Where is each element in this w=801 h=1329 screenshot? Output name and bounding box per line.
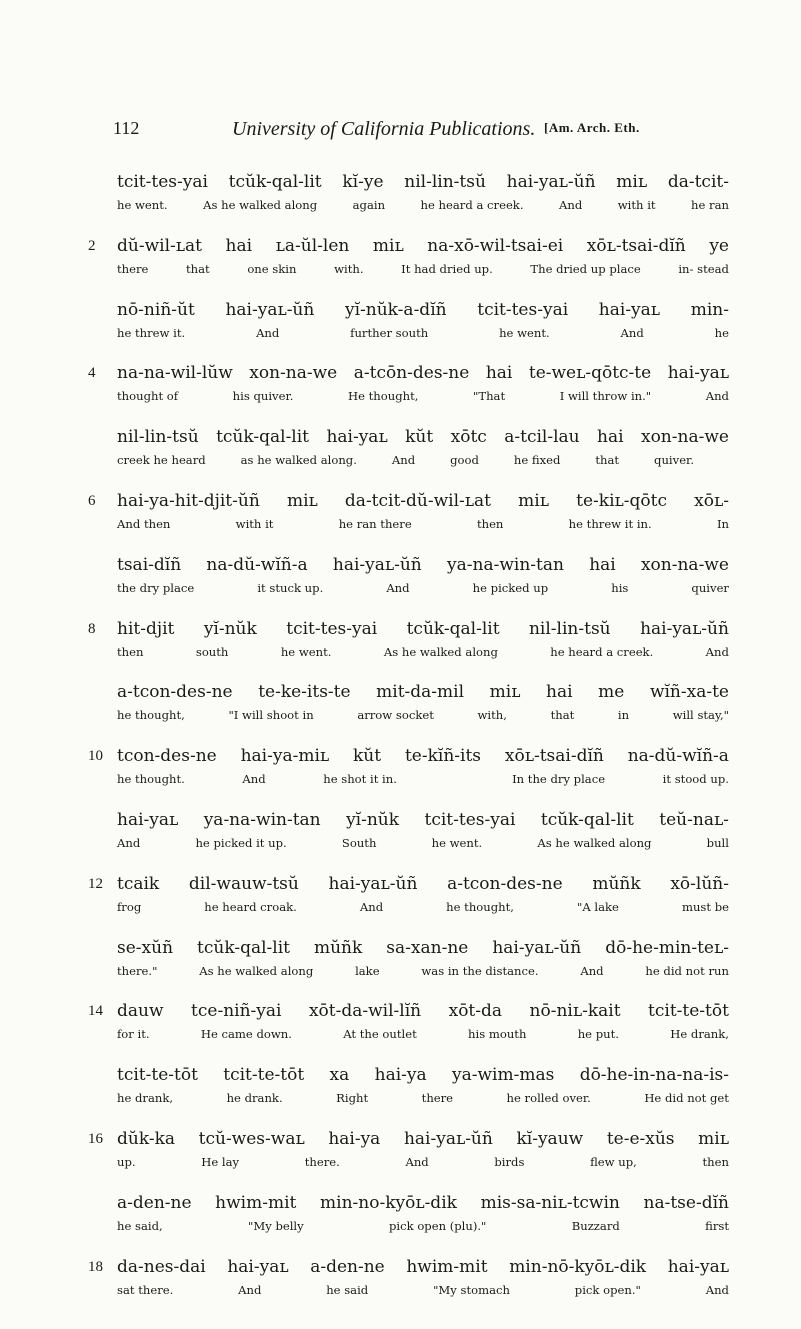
native-word: dŭk-ka (117, 1129, 176, 1149)
gloss-word: He drank, (670, 1027, 729, 1042)
page-number: 112 (113, 118, 140, 138)
native-text-row (117, 810, 729, 830)
gloss-word: he went. (499, 325, 550, 340)
gloss-word: he drank. (226, 1091, 283, 1106)
gloss-word: It had dried up. (401, 261, 493, 276)
gloss-word: with it (235, 517, 274, 531)
native-word: mŭñk (592, 873, 641, 894)
native-word: na-na-wil-lŭw (117, 363, 233, 384)
native-word: ya-na-win-tan (203, 810, 321, 830)
gloss-word: In the dry place (512, 772, 606, 787)
native-word: ya-na-win-tan (447, 554, 564, 575)
native-text-row (117, 1257, 729, 1277)
line-number: 16 (88, 1131, 103, 1147)
native-word: xon-na-we (640, 427, 729, 448)
native-word: kŭt (405, 427, 434, 448)
native-word: a-tcōn-des-ne (353, 363, 470, 384)
native-word: min-no-kyōʟ-dik (320, 1192, 457, 1213)
gloss-word: And (405, 1155, 429, 1169)
gloss-word: with. (334, 261, 364, 276)
native-text-row (117, 1129, 729, 1149)
gloss-word: As he walked along (203, 198, 318, 212)
native-word: hai-yaʟ-ŭñ (403, 1129, 493, 1149)
gloss-word: quiver. (654, 453, 695, 468)
gloss-word: south (195, 644, 229, 659)
gloss-word: with it (617, 198, 656, 212)
native-word: hai-yaʟ-ŭñ (492, 937, 582, 958)
native-word: tcit-tes-yai (286, 618, 378, 639)
native-word: kŭt (353, 746, 382, 767)
native-word: kĭ-ye (342, 172, 384, 192)
native-word: hai (485, 363, 513, 384)
native-word: dil-wauw-tsŭ (188, 873, 299, 894)
native-word: hai-ya-hit-djit-ŭñ (117, 491, 260, 511)
native-word: se-xŭñ (117, 937, 174, 958)
gloss-word: lake (355, 963, 380, 978)
native-word: a-den-ne (117, 1192, 192, 1213)
native-word: min- (690, 299, 729, 320)
native-text-row (117, 938, 729, 958)
line-number: 2 (88, 237, 96, 254)
gloss-word: he threw it in. (568, 517, 652, 531)
native-word: hai (225, 235, 253, 256)
gloss-word: he rolled over. (506, 1091, 591, 1106)
gloss-word: I will throw in." (559, 389, 652, 404)
gloss-word: "A lake (577, 899, 619, 914)
native-word: teŭ-naʟ- (659, 810, 729, 830)
line-number: 10 (88, 748, 103, 765)
native-text-row (117, 236, 729, 256)
gloss-word: he picked up (472, 580, 549, 595)
gloss-word: good (450, 453, 479, 468)
line-number: 4 (88, 365, 96, 382)
gloss-word: there." (117, 963, 158, 978)
gloss-word: And (386, 580, 410, 595)
gloss-word: his mouth (468, 1027, 527, 1042)
native-word: miʟ (372, 235, 404, 256)
native-word: tcit-te-tōt (223, 1065, 305, 1086)
gloss-word: it stuck up. (257, 580, 324, 595)
native-text-row (117, 1065, 729, 1085)
native-word: dŭ-wil-ʟat (117, 235, 202, 256)
english-gloss-row (117, 836, 729, 850)
native-word: tcŭk-qal-lit (406, 618, 500, 639)
english-gloss-row (117, 772, 729, 786)
native-word: miʟ (698, 1129, 729, 1149)
english-gloss-row (117, 1091, 729, 1105)
native-word: mŭñk (313, 937, 363, 958)
gloss-word: it stood up. (662, 772, 729, 787)
gloss-word: he drank, (117, 1091, 174, 1106)
native-word: sa-xan-ne (386, 937, 469, 958)
native-word: nil-lin-tsŭ (117, 427, 199, 448)
native-word: xon-na-we (249, 363, 338, 384)
native-word: nil-lin-tsŭ (528, 618, 611, 639)
english-gloss-row (117, 453, 729, 467)
native-word: a-den-ne (310, 1256, 385, 1277)
native-word: hai-yaʟ (326, 427, 388, 448)
gloss-word: arrow socket (357, 708, 434, 723)
gloss-word: quiver (691, 580, 729, 595)
native-word: nil-lin-tsŭ (404, 172, 486, 192)
native-word: yĭ-nŭk (203, 618, 257, 639)
gloss-word: he heard a creek. (420, 198, 524, 212)
gloss-word: And (117, 836, 141, 850)
native-word: hwim-mit (215, 1192, 297, 1213)
gloss-word: he heard croak. (204, 899, 297, 914)
gloss-word: "That (473, 389, 506, 404)
english-gloss-row (117, 389, 729, 403)
gloss-word: one skin (247, 261, 297, 276)
gloss-word: then (117, 644, 144, 659)
gloss-word: "My stomach (433, 1282, 510, 1297)
native-word: ʟa-ŭl-len (275, 235, 350, 256)
gloss-word: Buzzard (571, 1218, 620, 1233)
english-gloss-row (117, 964, 729, 978)
gloss-word: his quiver. (232, 389, 294, 404)
gloss-word: birds (494, 1155, 525, 1169)
native-word: hai-yaʟ (667, 363, 729, 384)
gloss-word: sat there. (117, 1282, 174, 1297)
english-gloss-row (117, 1219, 729, 1233)
line-number: 18 (88, 1258, 103, 1275)
gloss-word: At the outlet (343, 1027, 417, 1042)
gloss-word: he put. (577, 1027, 619, 1042)
gloss-word: he ran there (338, 517, 412, 531)
gloss-word: pick open (plu)." (388, 1218, 487, 1233)
native-word: xōʟ-tsai-dĭñ (504, 746, 604, 767)
native-text-row (117, 746, 729, 766)
native-text-row (117, 682, 729, 702)
native-word: hai (546, 682, 573, 703)
gloss-word: "My belly (248, 1218, 304, 1233)
native-word: xō-lŭñ- (670, 873, 729, 894)
native-word: ya-wim-mas (452, 1065, 555, 1086)
gloss-word: he shot it in. (323, 772, 397, 787)
page-header (0, 118, 801, 148)
gloss-word: he (714, 325, 729, 340)
gloss-word: he went. (280, 644, 332, 659)
gloss-word: as he walked along. (240, 453, 357, 468)
english-gloss-row (117, 1283, 729, 1297)
native-word: xa (329, 1065, 350, 1086)
english-gloss-row (117, 262, 729, 276)
line-number: 8 (88, 620, 96, 637)
gloss-word: he ran (691, 198, 729, 212)
english-gloss-row (117, 581, 729, 595)
native-word: hai-yaʟ-ŭñ (640, 618, 729, 639)
native-word: xōt-da (448, 1001, 503, 1022)
gloss-word: he did not run (645, 963, 729, 978)
native-word: hit-djit (117, 618, 175, 639)
native-word: tcit-tes-yai (477, 299, 569, 320)
native-word: miʟ (286, 491, 318, 511)
native-word: da-tcit- (667, 172, 729, 192)
english-gloss-row (117, 517, 729, 531)
native-word: tcit-te-tōt (117, 1065, 198, 1086)
native-word: kĭ-yauw (516, 1129, 584, 1149)
native-text-row (117, 363, 729, 383)
gloss-word: there (421, 1091, 454, 1106)
gloss-word: And (620, 325, 644, 340)
native-text-row (117, 427, 729, 447)
native-word: tsai-dĭñ (117, 554, 182, 575)
line-number: 6 (88, 493, 96, 509)
native-word: tcŭk-qal-lit (197, 937, 290, 958)
gloss-word: bull (706, 836, 729, 850)
english-gloss-row (117, 900, 729, 914)
gloss-word: "I will shoot in (228, 708, 314, 723)
native-word: te-ke-its-te (258, 682, 351, 703)
gloss-word: must be (681, 899, 729, 914)
native-word: hai-yaʟ-ŭñ (506, 172, 596, 192)
native-text-row (117, 1193, 729, 1213)
native-word: hai-ya-miʟ (240, 746, 330, 767)
native-word: xōʟ-tsai-dĭñ (586, 235, 686, 256)
native-word: tcŭk-qal-lit (216, 427, 310, 448)
gloss-word: then (476, 517, 504, 531)
native-word: hai-yaʟ-ŭñ (328, 873, 418, 894)
gloss-word: up. (117, 1155, 136, 1169)
native-word: nō-niʟ-kait (529, 1001, 621, 1022)
native-word: hai-yaʟ (227, 1256, 289, 1277)
gloss-word: then (702, 1155, 729, 1169)
native-word: yĭ-nŭk-a-dĭñ (345, 299, 447, 320)
gloss-word: he picked it up. (195, 836, 287, 850)
gloss-word: thought of (117, 389, 179, 404)
native-text-row (117, 300, 729, 320)
gloss-word: there (117, 261, 149, 276)
gloss-word: in (617, 708, 630, 723)
gloss-word: the dry place (117, 580, 195, 595)
gloss-word: And (705, 644, 729, 659)
journal-title: University of California Publications. (232, 118, 536, 140)
native-word: a-tcil-lau (504, 427, 580, 448)
gloss-word: He did not get (644, 1091, 729, 1106)
gloss-word: that (595, 453, 620, 468)
native-word: xōʟ- (694, 491, 729, 511)
native-word: hai-yaʟ-ŭñ (225, 299, 315, 320)
native-word: me (598, 682, 625, 703)
native-word: miʟ (489, 682, 521, 703)
gloss-word: he fixed (513, 453, 561, 468)
native-text-row (117, 491, 729, 511)
series-abbreviation: [Am. Arch. Eth. (544, 120, 640, 135)
gloss-word: that (186, 261, 210, 276)
native-word: tcŭ-wes-waʟ (198, 1129, 305, 1149)
native-word: te-weʟ-qōtc-te (528, 363, 652, 384)
native-word: na-tse-dĭñ (643, 1192, 729, 1213)
gloss-word: As he walked along (383, 644, 498, 659)
gloss-word: frog (117, 899, 142, 914)
native-text-row (117, 1001, 729, 1021)
gloss-word: And (238, 1282, 262, 1297)
native-text-row (117, 555, 729, 575)
gloss-word: with, (477, 708, 507, 723)
gloss-word: He thought, (347, 389, 419, 404)
gloss-word: And (242, 772, 266, 787)
native-word: tce-niñ-yai (191, 1001, 282, 1022)
gloss-word: that (550, 708, 575, 723)
gloss-word: pick open." (574, 1282, 641, 1297)
english-gloss-row (117, 326, 729, 340)
gloss-word: And then (117, 517, 171, 531)
native-word: te-kiʟ-qōtc (576, 491, 667, 511)
native-word: dō-he-in-na-na-is- (579, 1065, 729, 1086)
gloss-word: South (341, 836, 377, 850)
gloss-word: And (705, 1282, 729, 1297)
native-text-row (117, 172, 729, 192)
native-word: tcit-te-tōt (648, 1001, 729, 1022)
gloss-word: his (611, 580, 629, 595)
native-word: mit-da-mil (376, 682, 465, 703)
english-gloss-row (117, 1027, 729, 1041)
native-word: te-kĭñ-its (404, 746, 482, 767)
native-word: tcon-des-ne (117, 746, 217, 767)
native-word: wĭñ-xa-te (649, 682, 729, 703)
native-word: xōtc (450, 427, 487, 448)
gloss-word: he thought, (117, 708, 185, 723)
gloss-word: will stay," (672, 708, 729, 723)
gloss-word: further south (350, 325, 429, 340)
gloss-word: he thought, (446, 899, 514, 914)
native-word: hai-yaʟ-ŭñ (332, 554, 422, 575)
native-word: min-nō-kyōʟ-dik (509, 1256, 647, 1277)
gloss-word: And (391, 453, 416, 468)
gloss-word: He came down. (200, 1027, 292, 1042)
gloss-word: was in the distance. (421, 963, 539, 978)
gloss-word: in- stead (678, 261, 729, 276)
gloss-word: first (705, 1218, 729, 1233)
gloss-word: Right (336, 1091, 369, 1106)
native-word: a-tcon-des-ne (117, 682, 233, 703)
native-word: hai-ya (328, 1129, 381, 1149)
gloss-word: he heard a creek. (550, 644, 654, 659)
native-word: da-tcit-dŭ-wil-ʟat (344, 491, 491, 511)
native-word: mis-sa-niʟ-tcwin (480, 1192, 620, 1213)
native-word: hai-yaʟ (598, 299, 661, 320)
line-number: 14 (88, 1003, 103, 1020)
native-word: hai (597, 427, 624, 448)
native-word: tcŭk-qal-lit (228, 172, 322, 192)
gloss-word: creek he heard (117, 453, 206, 468)
native-text-row (117, 874, 729, 894)
native-word: dauw (117, 1001, 164, 1022)
native-word: na-dŭ-wĭñ-a (627, 746, 729, 767)
native-word: na-dŭ-wĭñ-a (206, 554, 308, 575)
gloss-word: he went. (431, 836, 483, 850)
gloss-word: flew up, (590, 1155, 637, 1169)
native-text-row (117, 619, 729, 639)
native-word: na-xō-wil-tsai-ei (427, 235, 564, 256)
gloss-word: he said (326, 1282, 369, 1297)
gloss-word: He lay (201, 1155, 240, 1169)
english-gloss-row (117, 708, 729, 722)
gloss-word: In (716, 517, 729, 531)
native-word: xon-na-we (640, 554, 729, 575)
gloss-word: As he walked along (537, 836, 652, 850)
native-word: hai-yaʟ (667, 1256, 729, 1277)
line-number: 12 (88, 875, 103, 892)
native-word: tcaik (117, 873, 160, 894)
gloss-word: As he walked along (199, 963, 314, 978)
gloss-word: he said, (117, 1218, 163, 1233)
english-gloss-row (117, 1155, 729, 1169)
gloss-word: again (352, 198, 386, 212)
native-word: miʟ (616, 172, 648, 192)
gloss-word: he thought. (117, 772, 185, 787)
native-word: hai (589, 554, 616, 575)
native-word: te-e-xŭs (606, 1129, 675, 1149)
english-gloss-row (117, 198, 729, 212)
native-word: nō-niñ-ŭt (117, 299, 195, 320)
gloss-word: And (559, 198, 583, 212)
gloss-word: he went. (117, 198, 168, 212)
native-word: hwim-mit (406, 1256, 488, 1277)
gloss-word: for it. (117, 1027, 150, 1042)
native-word: a-tcon-des-ne (447, 873, 563, 894)
native-word: da-nes-dai (117, 1256, 206, 1277)
native-word: miʟ (518, 491, 549, 511)
gloss-word: The dried up place (530, 261, 641, 276)
gloss-word: And (256, 325, 280, 340)
native-word: tcit-tes-yai (424, 810, 516, 830)
native-word: hai-yaʟ (117, 810, 179, 830)
native-word: dō-he-min-teʟ- (605, 937, 729, 958)
gloss-word: there. (304, 1155, 340, 1169)
gloss-word: And (705, 389, 729, 404)
english-gloss-row (117, 645, 729, 659)
native-word: tcŭk-qal-lit (540, 810, 634, 830)
gloss-word: And (359, 899, 384, 914)
native-word: xōt-da-wil-lĭñ (308, 1001, 422, 1022)
native-word: hai-ya (374, 1065, 427, 1086)
gloss-word: he threw it. (117, 325, 186, 340)
native-word: tcit-tes-yai (117, 172, 208, 192)
native-word: ye (709, 235, 729, 256)
native-word: yĭ-nŭk (346, 810, 400, 830)
gloss-word: And (580, 963, 604, 978)
